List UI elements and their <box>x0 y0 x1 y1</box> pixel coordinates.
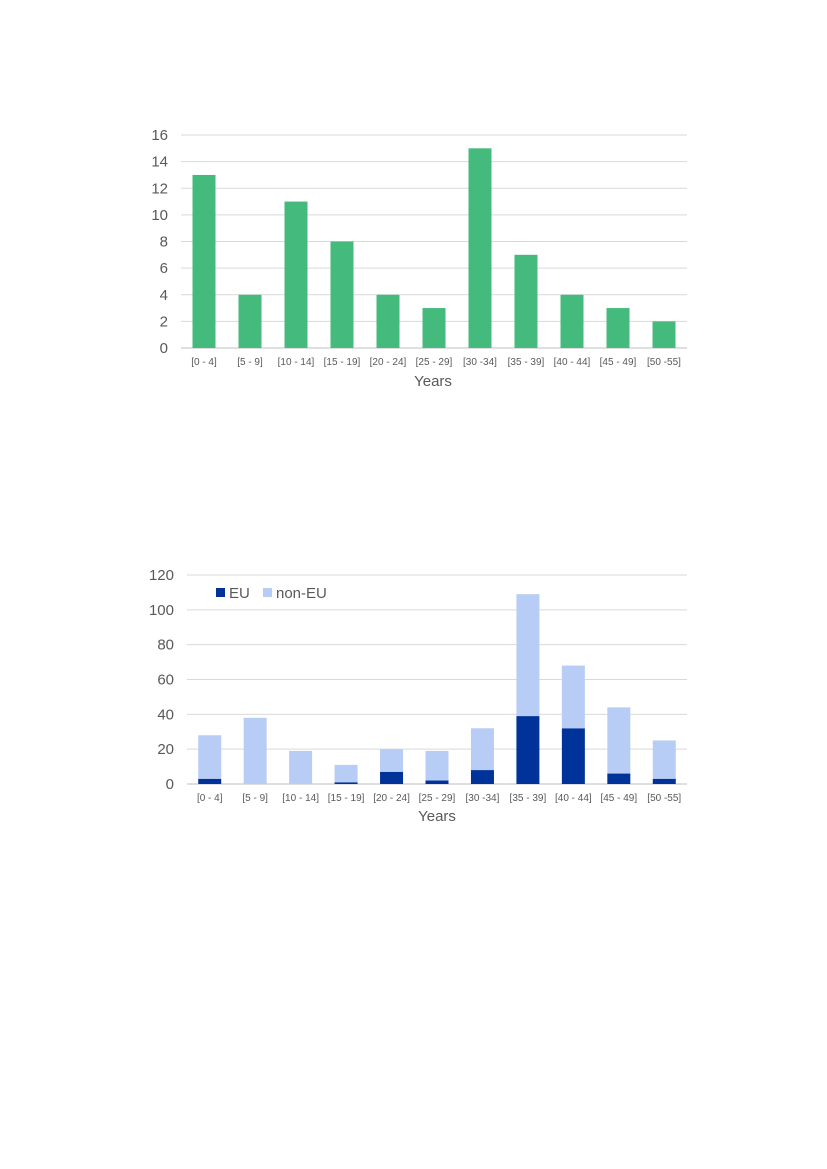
c2-category-label: [25 - 29] <box>418 793 456 804</box>
c2-category-label: [40 - 44] <box>555 793 592 804</box>
c2-category-label: [20 - 24] <box>373 793 410 804</box>
c1-y-tick-label: 6 <box>159 260 168 278</box>
c2-y-tick-label: 100 <box>148 601 174 619</box>
c1-category-label: [30 -34] <box>463 357 497 368</box>
chart2-category-labels <box>197 793 682 804</box>
bar-eu <box>335 782 358 784</box>
bar-eu <box>516 716 539 784</box>
bar-eu <box>198 779 221 784</box>
c2-category-label: [15 - 19] <box>327 793 365 804</box>
c1-y-tick-label: 4 <box>159 286 168 304</box>
c1-y-tick-label: 16 <box>151 127 168 144</box>
bar-eu <box>380 772 403 784</box>
c2-y-tick-label: 120 <box>148 567 174 584</box>
chart2-x-axis-title: Years <box>418 808 456 825</box>
chart1-x-axis-title: Years <box>414 373 452 390</box>
c2-y-tick-label: 0 <box>165 776 174 793</box>
legend-swatch-non-eu <box>263 588 272 597</box>
c2-category-label: [10 - 14] <box>282 793 319 804</box>
bar-eu <box>426 781 449 784</box>
c1-y-tick-label: 14 <box>151 153 168 171</box>
c2-y-tick-label: 40 <box>157 706 174 724</box>
bar-non-eu <box>335 765 358 782</box>
c1-y-tick-label: 8 <box>159 233 168 251</box>
c2-category-label: [5 - 9] <box>242 793 268 804</box>
c1-category-label: [5 - 9] <box>237 357 263 368</box>
legend-swatch-eu <box>216 588 225 597</box>
bar-eu <box>471 770 494 784</box>
bar-eu <box>653 779 676 784</box>
bar-non-eu <box>516 594 539 716</box>
c1-category-label: [20 - 24] <box>369 357 407 368</box>
c2-category-label: [50 -55] <box>647 793 682 804</box>
c2-category-label: [30 -34] <box>465 793 500 804</box>
c1-y-tick-label: 12 <box>151 180 168 198</box>
c1-category-label: [45 - 49] <box>599 357 637 368</box>
c2-category-label: [35 - 39] <box>509 793 547 804</box>
bar-non-eu <box>653 740 676 778</box>
bar-non-eu <box>607 707 630 773</box>
bar-non-eu <box>380 749 403 772</box>
c2-y-tick-label: 80 <box>157 636 174 654</box>
bar-non-eu <box>426 751 449 781</box>
c1-category-label: [50 -55] <box>647 357 681 368</box>
chart2-y-tick-labels <box>149 567 174 793</box>
bar-non-eu <box>562 666 585 729</box>
c1-y-tick-label: 10 <box>151 206 168 224</box>
c1-category-label: [15 - 19] <box>323 357 361 368</box>
legend-label-non-eu: non-EU <box>276 585 327 602</box>
c1-category-label: [0 - 4] <box>191 357 217 368</box>
bar-non-eu <box>471 728 494 770</box>
c2-category-label: [0 - 4] <box>196 793 223 804</box>
c1-category-label: [35 - 39] <box>507 357 545 368</box>
c1-category-label: [25 - 29] <box>415 357 453 368</box>
chart2-bars <box>198 594 676 784</box>
chart2-legend <box>216 585 327 602</box>
c2-y-tick-label: 20 <box>157 741 174 759</box>
c1-y-tick-label: 0 <box>159 340 168 357</box>
bar-non-eu <box>198 735 221 779</box>
bar-non-eu <box>244 718 267 784</box>
c1-category-label: [10 - 14] <box>277 357 315 368</box>
c1-y-tick-label: 2 <box>159 313 168 331</box>
c2-category-label: [45 - 49] <box>600 793 638 804</box>
c1-category-label: [40 - 44] <box>553 357 591 368</box>
legend-label-eu: EU <box>229 585 250 602</box>
c2-y-tick-label: 60 <box>157 671 174 689</box>
bar-eu <box>562 728 585 784</box>
bar-eu <box>607 774 630 784</box>
bar-non-eu <box>289 751 312 784</box>
